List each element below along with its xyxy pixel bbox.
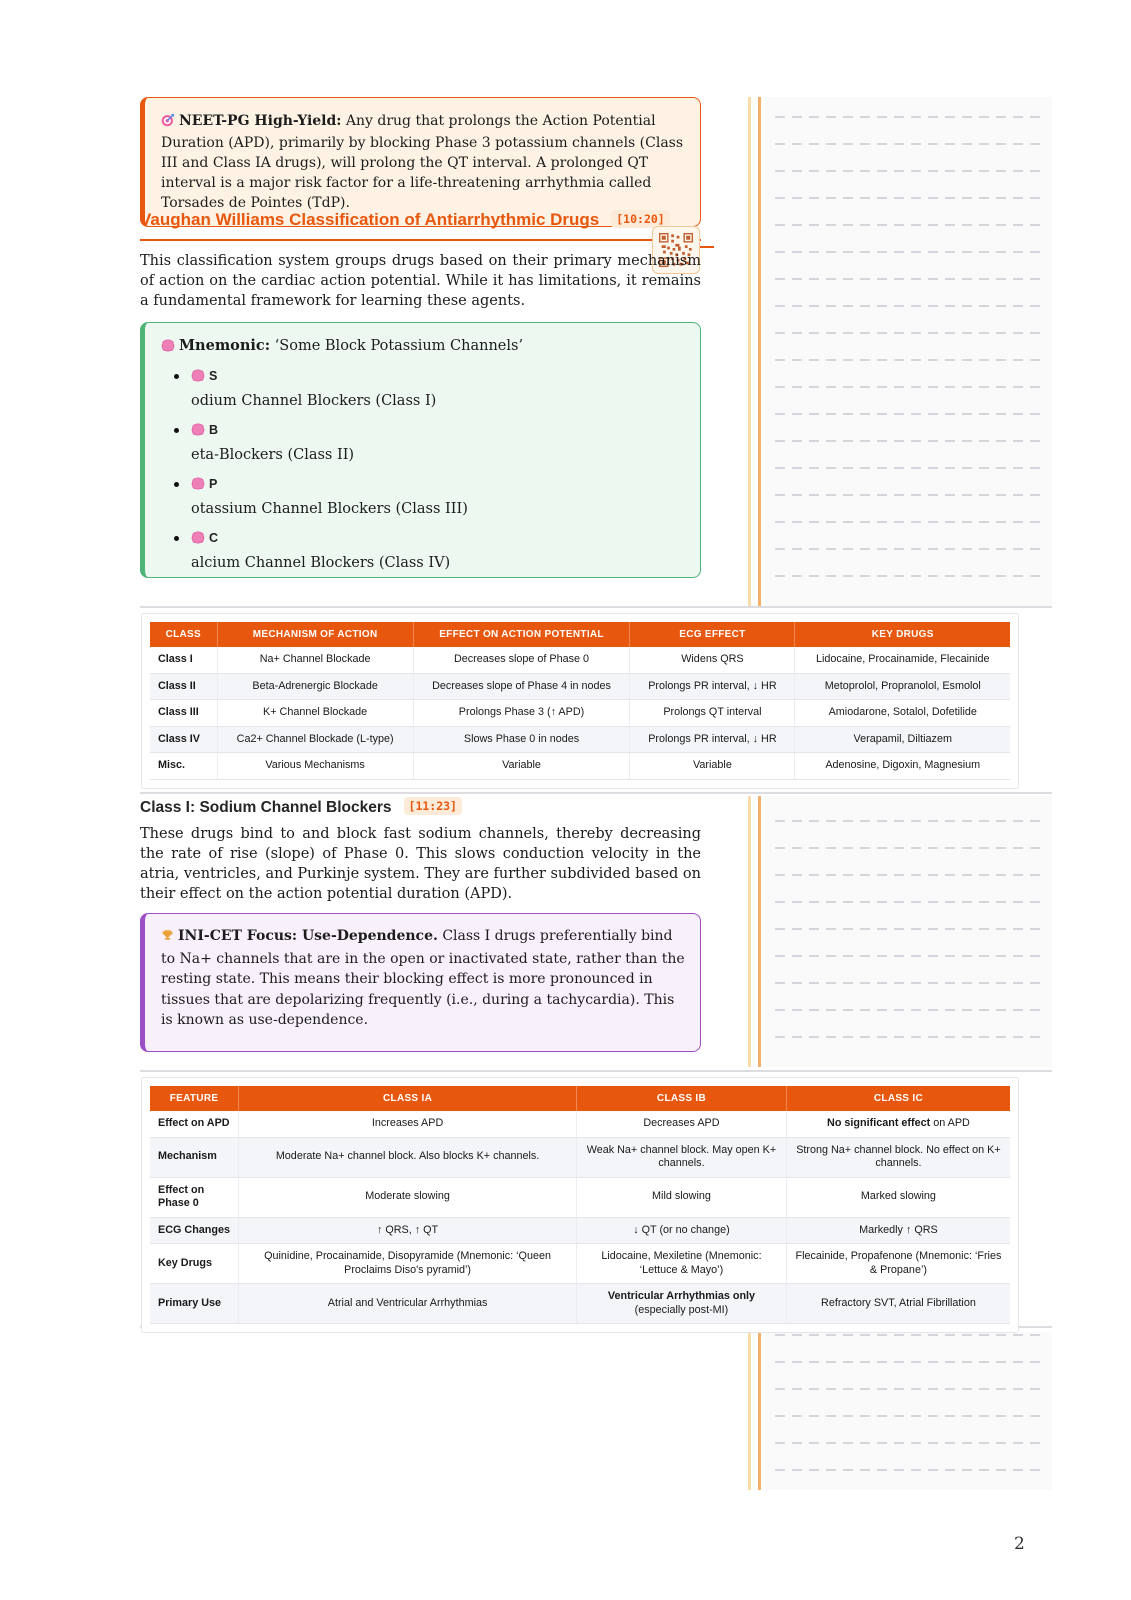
table-header-row bbox=[150, 1086, 1010, 1111]
mnemonic-item-text: odium Channel Blockers (Class I) bbox=[191, 393, 437, 409]
ruled-line bbox=[775, 548, 1042, 550]
column-header: CLASS bbox=[150, 622, 217, 647]
table-cell: Lidocaine, Mexiletine (Mnemonic: ‘Lettuce & Mayo’) bbox=[577, 1244, 787, 1284]
ruled-line bbox=[775, 332, 1042, 334]
table-cell: Increases APD bbox=[239, 1111, 577, 1137]
row-label-cell: Class IV bbox=[150, 726, 217, 753]
ruled-line bbox=[775, 820, 1042, 822]
subclass-table bbox=[150, 1086, 1010, 1324]
column-header: MECHANISM OF ACTION bbox=[217, 622, 413, 647]
table-row bbox=[150, 673, 1010, 700]
table-cell: Markedly ↑ QRS bbox=[786, 1217, 1010, 1244]
table-cell: Ca2+ Channel Blockade (L-type) bbox=[217, 726, 413, 753]
trophy-icon bbox=[161, 928, 174, 949]
margin-rule-line bbox=[748, 97, 751, 607]
focus-body: Class I drugs preferentially bind to Na+ channels that are in the open or inactivated state, rather than the resting state. This means their blocking effect is more pronounced in tissues that are depolarizing frequently (i.e., during a tachycardia). This is known as use-dependence. bbox=[161, 928, 685, 1028]
ruled-line bbox=[775, 170, 1042, 172]
column-header: FEATURE bbox=[150, 1086, 239, 1111]
brain-icon bbox=[191, 369, 205, 382]
section1-intro: This classification system groups drugs based on their primary mechanism of action on the cardiac action potential. While it has limitations, it remains a fundamental framework for learning these agents. bbox=[140, 253, 701, 309]
notes-panel bbox=[765, 97, 1052, 607]
column-header: EFFECT ON ACTION POTENTIAL bbox=[413, 622, 630, 647]
table-cell: Na+ Channel Blockade bbox=[217, 647, 413, 673]
ruled-line bbox=[775, 928, 1042, 930]
high-yield-text bbox=[161, 111, 685, 213]
row-label-cell: Mechanism bbox=[150, 1137, 239, 1177]
mnemonic-item-head bbox=[191, 472, 684, 497]
mnemonic-letter: C bbox=[209, 531, 219, 545]
notes-panel bbox=[765, 796, 1052, 1067]
mnemonic-letter: P bbox=[209, 477, 218, 491]
section-heading-vaughan bbox=[140, 210, 701, 230]
callout-lead: NEET-PG High-Yield: bbox=[179, 113, 342, 129]
margin-rule-line bbox=[758, 1332, 761, 1490]
table-cell: Prolongs PR interval, ↓ HR bbox=[630, 726, 795, 753]
table-row bbox=[150, 1217, 1010, 1244]
ruled-line bbox=[775, 197, 1042, 199]
bullet-dot bbox=[174, 428, 179, 433]
table-cell: Strong Na+ channel block. No effect on K+ channels. bbox=[786, 1137, 1010, 1177]
ruled-line bbox=[775, 575, 1042, 577]
subclass-table-card bbox=[141, 1077, 1019, 1333]
mnemonic-item bbox=[161, 526, 684, 576]
table-cell: Variable bbox=[413, 753, 630, 780]
table-row bbox=[150, 1111, 1010, 1137]
table-cell: Moderate Na+ channel block. Also blocks K+ channels. bbox=[239, 1137, 577, 1177]
margin-notes-area bbox=[748, 796, 1052, 1067]
table-cell: Lidocaine, Procainamide, Flecainide bbox=[795, 647, 1010, 673]
table-cell: Adenosine, Digoxin, Magnesium bbox=[795, 753, 1010, 780]
table-row bbox=[150, 700, 1010, 727]
mnemonic-item bbox=[161, 472, 684, 522]
callout-body: Any drug that prolongs the Action Potential Duration (APD), primarily by blocking Phase 3 potassium channels (Class III and Class IA drugs), will prolong the QT interval. A prolonged QT interval is a major risk factor for a life-threatening arrhythmia called Torsades de Pointes (TdP). bbox=[161, 113, 684, 211]
table-cell: Quinidine, Procainamide, Disopyramide (Mnemonic: ‘Queen Proclaims Diso's pyramid’) bbox=[239, 1244, 577, 1284]
ruled-line bbox=[775, 143, 1042, 145]
row-label-cell: Primary Use bbox=[150, 1284, 239, 1324]
table-cell: Amiodarone, Sotalol, Dofetilide bbox=[795, 700, 1010, 727]
page-title: Vaughan Williams Classification of Antiarrhythmic Drugs bbox=[140, 210, 600, 229]
ruled-line bbox=[775, 440, 1042, 442]
margin-rule-line bbox=[758, 796, 761, 1067]
row-label-cell: Class I bbox=[150, 647, 217, 673]
timestamp-badge[interactable]: [11:23] bbox=[404, 797, 462, 815]
table-cell: Moderate slowing bbox=[239, 1177, 577, 1217]
table-row bbox=[150, 1137, 1010, 1177]
brain-icon bbox=[191, 477, 205, 490]
table-cell: Flecainide, Propafenone (Mnemonic: ‘Fries & Propane’) bbox=[786, 1244, 1010, 1284]
ruled-line bbox=[775, 494, 1042, 496]
mnemonic-item bbox=[161, 364, 684, 414]
section-heading-class1 bbox=[140, 797, 701, 817]
ruled-line bbox=[775, 982, 1042, 984]
table-row bbox=[150, 753, 1010, 780]
table-cell: Mild slowing bbox=[577, 1177, 787, 1217]
mnemonic-list bbox=[161, 364, 684, 576]
row-label-cell: Effect on Phase 0 bbox=[150, 1177, 239, 1217]
ruled-line bbox=[775, 386, 1042, 388]
margin-rule-line bbox=[748, 1332, 751, 1490]
mnemonic-item-text: otassium Channel Blockers (Class III) bbox=[191, 501, 468, 517]
notes-panel bbox=[765, 1332, 1052, 1490]
ruled-line bbox=[775, 413, 1042, 415]
mnemonic-phrase: ‘Some Block Potassium Channels’ bbox=[270, 338, 524, 354]
ruled-line bbox=[775, 1442, 1042, 1444]
section-divider bbox=[140, 792, 1052, 794]
table-cell: Widens QRS bbox=[630, 647, 795, 673]
table-cell: Prolongs QT interval bbox=[630, 700, 795, 727]
mnemonic-item-head bbox=[191, 364, 684, 389]
bullet-dot bbox=[174, 374, 179, 379]
ruled-line bbox=[775, 305, 1042, 307]
table-cell: Beta-Adrenergic Blockade bbox=[217, 673, 413, 700]
page-number: 2 bbox=[1014, 1534, 1025, 1554]
ruled-line bbox=[775, 278, 1042, 280]
table-row bbox=[150, 1284, 1010, 1324]
row-label-cell: Effect on APD bbox=[150, 1111, 239, 1137]
column-header: CLASS IA bbox=[239, 1086, 577, 1111]
bullet-dot bbox=[174, 536, 179, 541]
table-cell: K+ Channel Blockade bbox=[217, 700, 413, 727]
mnemonic-item-head bbox=[191, 418, 684, 443]
classification-table-card bbox=[141, 613, 1019, 789]
table-cell: Decreases slope of Phase 0 bbox=[413, 647, 630, 673]
margin-rule-line bbox=[758, 97, 761, 607]
table-row bbox=[150, 647, 1010, 673]
table-cell: Atrial and Ventricular Arrhythmias bbox=[239, 1284, 577, 1324]
table-header-row bbox=[150, 622, 1010, 647]
section2-intro: These drugs bind to and block fast sodium channels, thereby decreasing the rate of rise (slope) of Phase 0. This slows conduction velocity in the atria, ventricles, and Purkinje system. They are further subdivided based on their effect on the action potential duration (APD). bbox=[140, 826, 701, 902]
timestamp-badge[interactable]: [10:20] bbox=[611, 210, 669, 228]
row-label-cell: ECG Changes bbox=[150, 1217, 239, 1244]
table-cell: Slows Phase 0 in nodes bbox=[413, 726, 630, 753]
ruled-line bbox=[775, 359, 1042, 361]
margin-notes-area bbox=[748, 1332, 1052, 1490]
column-header: CLASS IC bbox=[786, 1086, 1010, 1111]
section-divider bbox=[140, 1070, 1052, 1072]
mnemonic-letter: B bbox=[209, 423, 219, 437]
table-row bbox=[150, 1177, 1010, 1217]
mnemonic-item-text: eta-Blockers (Class II) bbox=[191, 447, 355, 463]
table-cell: Ventricular Arrhythmias only (especially post-MI) bbox=[577, 1284, 787, 1324]
table-cell: ↓ QT (or no change) bbox=[577, 1217, 787, 1244]
table-cell: Prolongs PR interval, ↓ HR bbox=[630, 673, 795, 700]
section2-title: Class I: Sodium Channel Blockers bbox=[140, 799, 392, 816]
column-header: ECG EFFECT bbox=[630, 622, 795, 647]
ruled-line bbox=[775, 224, 1042, 226]
table-cell: Refractory SVT, Atrial Fibrillation bbox=[786, 1284, 1010, 1324]
brain-icon bbox=[191, 531, 205, 544]
brain-icon bbox=[191, 423, 205, 436]
classification-table bbox=[150, 622, 1010, 780]
mnemonic-letter: S bbox=[209, 369, 218, 383]
table-cell: ↑ QRS, ↑ QT bbox=[239, 1217, 577, 1244]
table-cell: Various Mechanisms bbox=[217, 753, 413, 780]
row-label-cell: Misc. bbox=[150, 753, 217, 780]
ruled-line bbox=[775, 116, 1042, 118]
row-label-cell: Class III bbox=[150, 700, 217, 727]
table-row bbox=[150, 726, 1010, 753]
qr-connector-line bbox=[699, 246, 714, 248]
mnemonic-lead: Mnemonic: bbox=[179, 337, 271, 354]
column-header: CLASS IB bbox=[577, 1086, 787, 1111]
table-cell: No significant effect on APD bbox=[786, 1111, 1010, 1137]
column-header: KEY DRUGS bbox=[795, 622, 1010, 647]
mnemonic-item bbox=[161, 418, 684, 468]
table-cell: Prolongs Phase 3 (↑ APD) bbox=[413, 700, 630, 727]
table-cell: Variable bbox=[630, 753, 795, 780]
ruled-line bbox=[775, 1009, 1042, 1011]
table-cell: Decreases slope of Phase 4 in nodes bbox=[413, 673, 630, 700]
ini-cet-focus-box bbox=[140, 913, 701, 1052]
ruled-line bbox=[775, 1334, 1042, 1336]
mnemonic-box bbox=[140, 322, 701, 578]
ruled-line bbox=[775, 521, 1042, 523]
table-cell: Verapamil, Diltiazem bbox=[795, 726, 1010, 753]
table-row bbox=[150, 1244, 1010, 1284]
margin-rule-line bbox=[748, 796, 751, 1067]
ruled-line bbox=[775, 847, 1042, 849]
mnemonic-title bbox=[161, 336, 684, 358]
table-cell: Metoprolol, Propranolol, Esmolol bbox=[795, 673, 1010, 700]
mnemonic-item-text: alcium Channel Blockers (Class IV) bbox=[191, 555, 451, 571]
ruled-line bbox=[775, 901, 1042, 903]
heading-underline bbox=[140, 239, 701, 241]
mnemonic-item-head bbox=[191, 526, 684, 551]
ruled-line bbox=[775, 955, 1042, 957]
bullet-dot bbox=[174, 482, 179, 487]
row-label-cell: Key Drugs bbox=[150, 1244, 239, 1284]
ruled-line bbox=[775, 1036, 1042, 1038]
ruled-line bbox=[775, 467, 1042, 469]
ruled-line bbox=[775, 1415, 1042, 1417]
row-label-cell: Class II bbox=[150, 673, 217, 700]
section-divider bbox=[140, 606, 1052, 608]
margin-notes-area bbox=[748, 97, 1052, 607]
table-cell: Weak Na+ channel block. May open K+ channels. bbox=[577, 1137, 787, 1177]
ruled-line bbox=[775, 1469, 1042, 1471]
table-cell: Marked slowing bbox=[786, 1177, 1010, 1217]
brain-icon bbox=[161, 338, 175, 358]
ruled-line bbox=[775, 1361, 1042, 1363]
ruled-line bbox=[775, 874, 1042, 876]
target-icon bbox=[161, 113, 175, 133]
table-cell: Decreases APD bbox=[577, 1111, 787, 1137]
ruled-line bbox=[775, 251, 1042, 253]
focus-text bbox=[161, 926, 685, 1031]
ruled-line bbox=[775, 1388, 1042, 1390]
high-yield-callout bbox=[140, 97, 701, 227]
focus-lead: INI-CET Focus: Use-Dependence. bbox=[178, 928, 438, 944]
